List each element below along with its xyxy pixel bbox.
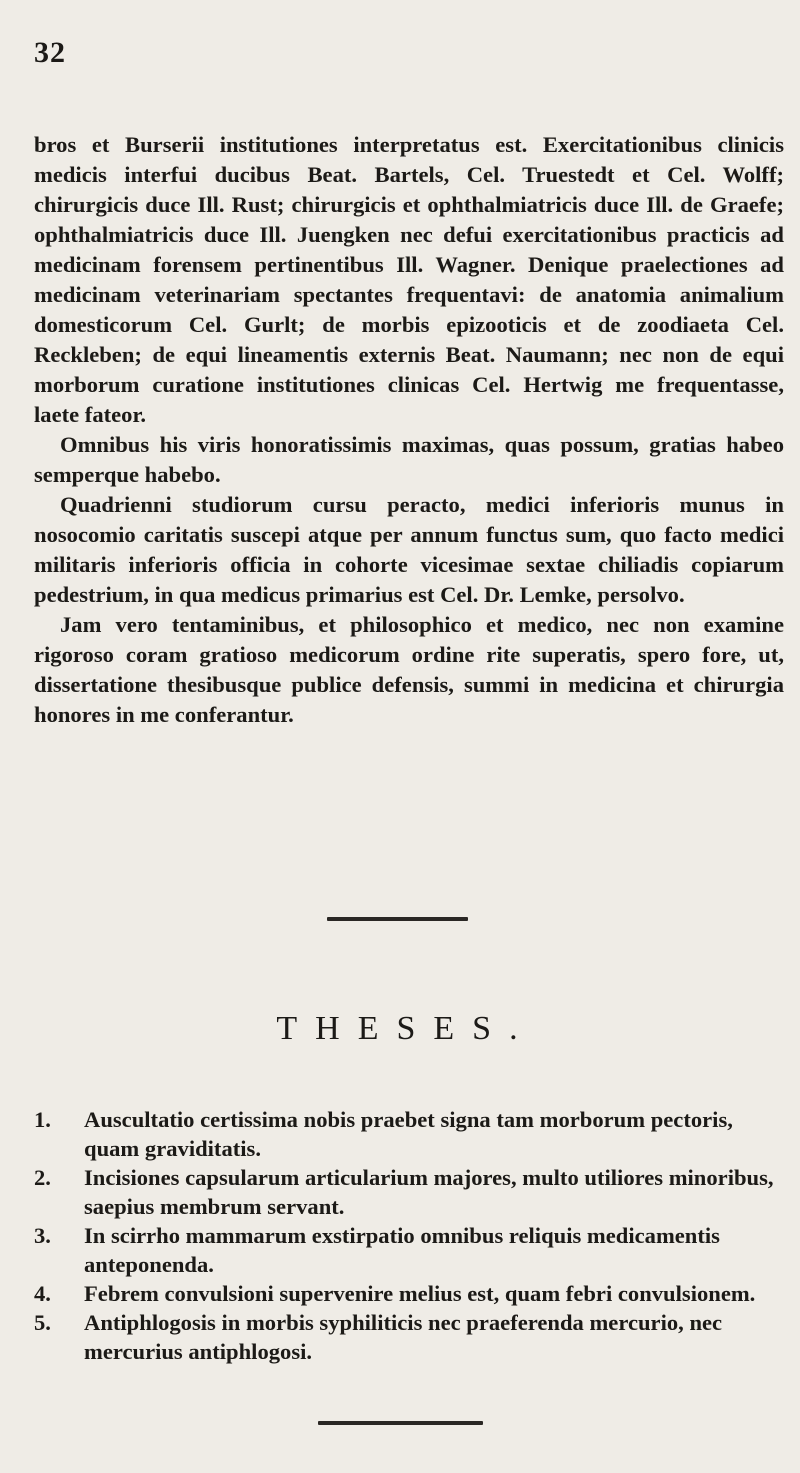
paragraph-2: Omnibus his viris honoratissimis maximas, quas possum, gratias habeo semperque habebo. [34,432,784,487]
thesis-number: 2. [34,1165,51,1190]
thesis-item-5 [34,1308,776,1366]
thesis-number: 1. [34,1107,51,1132]
thesis-text: Incisiones capsularum articularium majores, multo utiliores minoribus, saepius membrum servant. [84,1165,774,1219]
thesis-text: Febrem convulsioni supervenire melius est, quam febri convulsionem. [84,1281,756,1306]
theses-heading: THESES. [276,1010,536,1047]
thesis-number: 4. [34,1281,51,1306]
body-text [34,130,784,730]
thesis-text: Antiphlogosis in morbis syphiliticis nec praeferenda mercurio, nec mercurius antiphlogosi. [84,1310,723,1364]
thesis-number: 5. [34,1310,51,1335]
thesis-item-4 [34,1279,776,1308]
divider-rule-top [327,917,468,921]
thesis-item-3 [34,1221,776,1279]
paragraph-4: Jam vero tentaminibus, et philosophico et medico, nec non examine rigoroso coram gratioso medicorum ordine rite superatis, spero fore, ut, dissertatione thesibusque publice defensis, summi in medicina et chirurgia honores in me conferantur. [34,612,784,727]
paragraph-1: bros et Burserii institutiones interpretatus est. Exercitationibus clinicis medicis interfui ducibus Beat. Bartels, Cel. Truestedt et Cel. Wolff; chirurgicis duce Ill. Rust; chirurgicis et ophthalmiatricis duce Ill. de Graefe; ophthalmiatricis duce Ill. Juengken nec defui exercitationibus practicis ad medicinam forensem pertinentibus Ill. Wagner. Denique praelectiones ad medicinam veterinariam spectantes frequentavi: de anatomia animalium domesticorum Cel. Gurlt; de morbis epizooticis et de zoodiaeta Cel. Reckleben; de equi lineamentis externis Beat. Naumann; nec non de equi morborum curatione institutiones clinicas Cel. Hertwig me frequentasse, laete fateor. [34,132,784,427]
theses-list [34,1105,776,1366]
thesis-text: In scirrho mammarum exstirpatio omnibus reliquis medicamentis anteponenda. [84,1223,720,1277]
paragraph-3: Quadrienni studiorum cursu peracto, medici inferioris munus in nosocomio caritatis suscepi atque per annum functus sum, quo facto medici militaris inferioris officia in cohorte vicesimae sextae chiliadis copiarum pedestrium, in qua medicus primarius est Cel. Dr. Lemke, persolvo. [34,492,784,607]
thesis-number: 3. [34,1223,51,1248]
thesis-item-2 [34,1163,776,1221]
divider-rule-bottom [318,1421,483,1425]
thesis-item-1 [34,1105,776,1163]
page-number: 32 [34,36,66,69]
thesis-text: Auscultatio certissima nobis praebet signa tam morborum pectoris, quam graviditatis. [84,1107,733,1161]
